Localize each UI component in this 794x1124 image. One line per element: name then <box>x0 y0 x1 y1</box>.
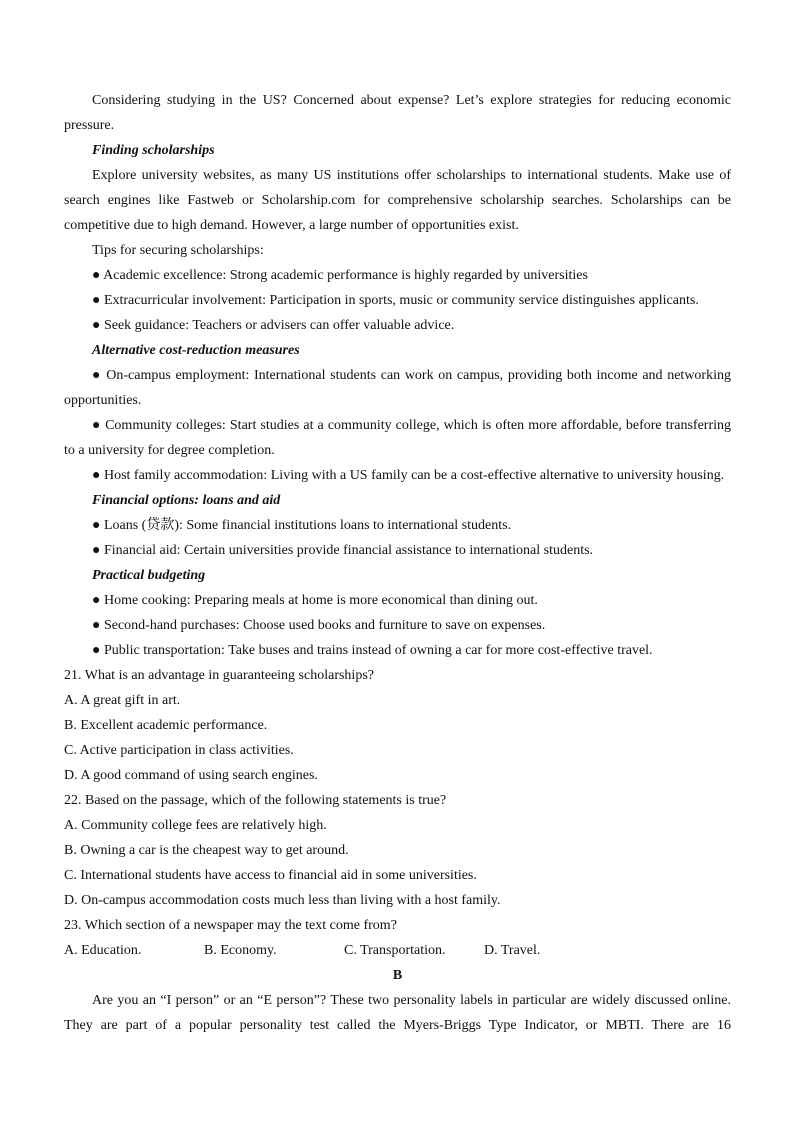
bullet-item: ● Loans (贷款): Some financial institutions loans to international students. <box>92 518 512 533</box>
section-b-heading: B <box>392 968 403 983</box>
bullet-item: ● Seek guidance: Teachers or advisers can offer valuable advice. <box>92 318 455 333</box>
bullet-item: ● Home cooking: Preparing meals at home is more economical than dining out. <box>92 593 538 608</box>
section-heading: Financial options: loans and aid <box>92 493 281 508</box>
question-option: A. Education. <box>64 943 142 958</box>
document-page <box>64 88 731 1038</box>
question-option: B. Economy. <box>204 943 277 958</box>
question-option: A. A great gift in art. <box>64 693 181 708</box>
bullet-item-cont: to a university for degree completion. <box>64 443 275 458</box>
question-23-options <box>64 938 731 963</box>
bullet-item: ● Host family accommodation: Living with a US family can be a cost-effective alternative to university housing. <box>92 468 725 483</box>
bullet-item: ● Academic excellence: Strong academic performance is highly regarded by universities <box>92 268 588 283</box>
bullet-item: ● Public transportation: Take buses and trains instead of owning a car for more cost-effective travel. <box>92 643 653 658</box>
section-heading: Alternative cost-reduction measures <box>92 343 300 358</box>
section-heading: Finding scholarships <box>92 143 215 158</box>
tips-label: Tips for securing scholarships: <box>92 243 264 258</box>
bullet-item: ● On-campus employment: International students can work on campus, providing both income and networking <box>92 368 731 383</box>
question-option: B. Excellent academic performance. <box>64 718 268 733</box>
question-option: C. Transportation. <box>344 943 446 958</box>
paragraph-line: They are part of a popular personality test called the Myers-Briggs Type Indicator, or MBTI. There are 16 <box>64 1018 731 1033</box>
bullet-item: ● Community colleges: Start studies at a community college, which is often more affordable, before transferring <box>92 418 731 433</box>
bullet-item: ● Second-hand purchases: Choose used books and furniture to save on expenses. <box>92 618 546 633</box>
question-option: B. Owning a car is the cheapest way to get around. <box>64 843 349 858</box>
paragraph-line: Explore university websites, as many US institutions offer scholarships to international students. Make use of <box>92 168 731 183</box>
question-option: C. International students have access to financial aid in some universities. <box>64 868 477 883</box>
question-option: A. Community college fees are relatively high. <box>64 818 327 833</box>
bullet-item: ● Extracurricular involvement: Participation in sports, music or community service distinguishes applicants. <box>92 293 699 308</box>
bullet-item-cont: opportunities. <box>64 393 142 408</box>
question-option: D. A good command of using search engines. <box>64 768 318 783</box>
question-option: D. On-campus accommodation costs much less than living with a host family. <box>64 893 501 908</box>
intro-line: Considering studying in the US? Concerned about expense? Let’s explore strategies for reducing economic <box>92 93 731 108</box>
paragraph-line: competitive due to high demand. However, a large number of opportunities exist. <box>64 218 519 233</box>
intro-line: pressure. <box>64 118 115 133</box>
paragraph-line: search engines like Fastweb or Scholarship.com for comprehensive scholarship searches. Scholarships can be <box>64 193 731 208</box>
section-heading: Practical budgeting <box>92 568 206 583</box>
question-22-stem: 22. Based on the passage, which of the following statements is true? <box>64 793 447 808</box>
question-21-stem: 21. What is an advantage in guaranteeing scholarships? <box>64 668 374 683</box>
question-option: D. Travel. <box>484 943 541 958</box>
question-option: C. Active participation in class activities. <box>64 743 294 758</box>
bullet-item: ● Financial aid: Certain universities provide financial assistance to international students. <box>92 543 594 558</box>
paragraph-line: Are you an “I person” or an “E person”? These two personality labels in particular are widely discussed online. <box>92 993 731 1008</box>
question-23-stem: 23. Which section of a newspaper may the text come from? <box>64 918 397 933</box>
